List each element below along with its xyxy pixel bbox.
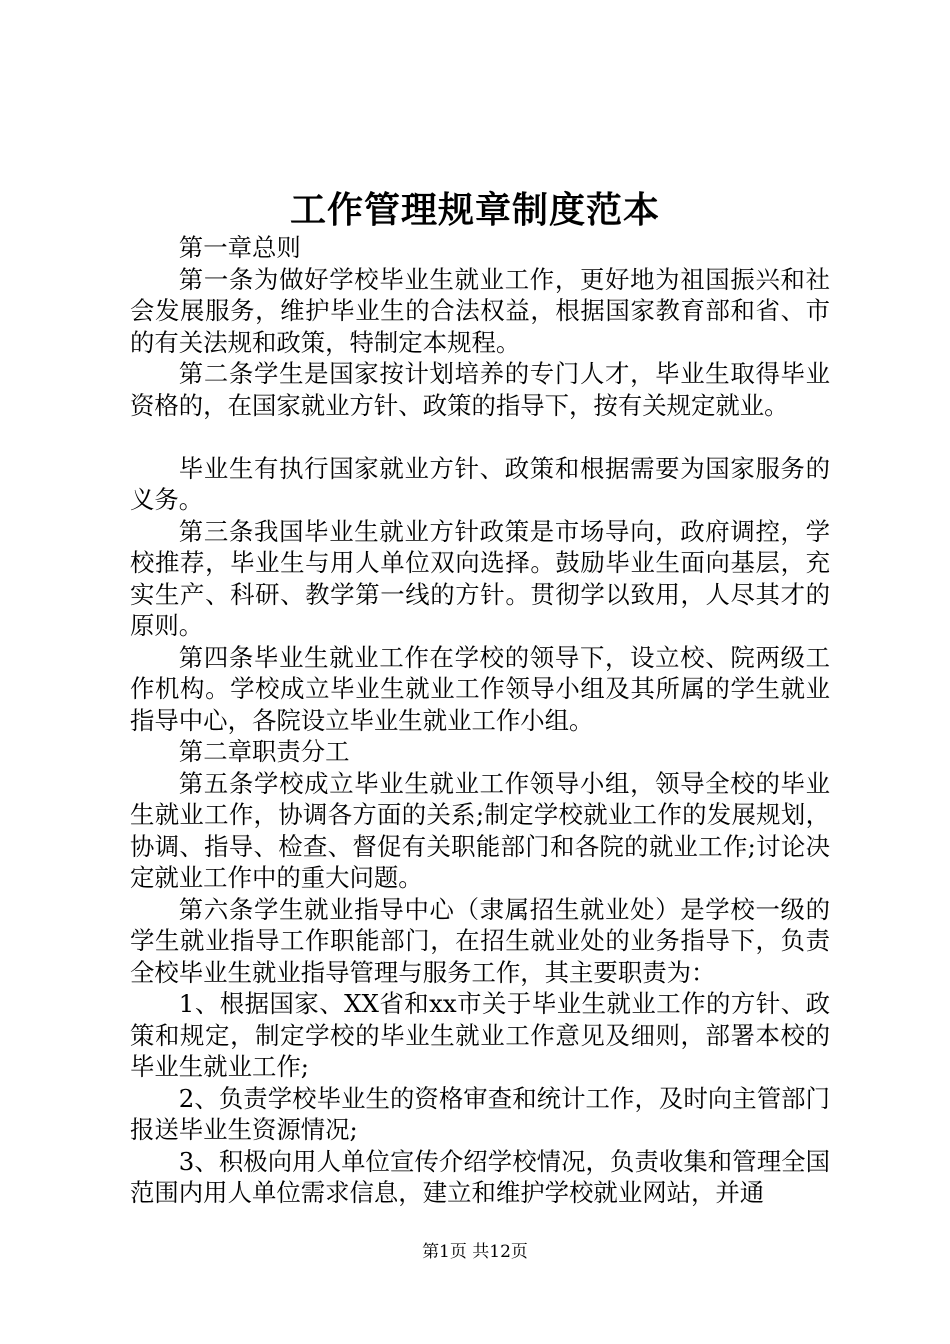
list-item: 3、积极向用人单位宣传介绍学校情况，负责收集和管理全国范围内用人单位需求信息，建立和维护学校就业网站，并通 (130, 1146, 830, 1207)
chapter-heading: 第二章职责分工 (178, 737, 350, 766)
list-item: 2、负责学校毕业生的资格审查和统计工作，及时向主管部门报送毕业生资源情况; (130, 1083, 830, 1144)
paragraph: 第一条为做好学校毕业生就业工作，更好地为祖国振兴和社会发展服务，维护毕业生的合法权益，根据国家教育部和省、市的有关法规和政策，特制定本规程。 (130, 264, 830, 357)
paragraph: 第六条学生就业指导中心（隶属招生就业处）是学校一级的学生就业指导工作职能部门，在招生就业处的业务指导下，负责全校毕业生就业指导管理与服务工作，其主要职责为： (130, 894, 830, 987)
paragraph: 第五条学校成立毕业生就业工作领导小组，领导全校的毕业生就业工作，协调各方面的关系;制定学校就业工作的发展规划，协调、指导、检查、督促有关职能部门和各院的就业工作;讨论决定就业工作中的重大问题。 (130, 768, 830, 892)
paragraph: 第二条学生是国家按计划培养的专门人才，毕业生取得毕业资格的，在国家就业方针、政策的指导下，按有关规定就业。 (130, 359, 830, 420)
paragraph: 第四条毕业生就业工作在学校的领导下，设立校、院两级工作机构。学校成立毕业生就业工作领导小组及其所属的学生就业指导中心，各院设立毕业生就业工作小组。 (130, 642, 830, 735)
chapter-heading: 第一章总则 (178, 233, 301, 262)
paragraph: 毕业生有执行国家就业方针、政策和根据需要为国家服务的义务。 (130, 453, 830, 514)
page-number-footer: 第1页 共12页 (422, 1242, 528, 1262)
document-body (130, 232, 830, 1209)
document-title: 工作管理规章制度范本 (289, 189, 660, 231)
paragraph: 第三条我国毕业生就业方针政策是市场导向，政府调控，学校推荐，毕业生与用人单位双向选择。鼓励毕业生面向基层，充实生产、科研、教学第一线的方针。贯彻学以致用，人尽其才的原则。 (130, 516, 830, 640)
list-item: 1、根据国家、XX省和xx市关于毕业生就业工作的方针、政策和规定，制定学校的毕业生就业工作意见及细则，部署本校的毕业生就业工作; (130, 989, 830, 1081)
